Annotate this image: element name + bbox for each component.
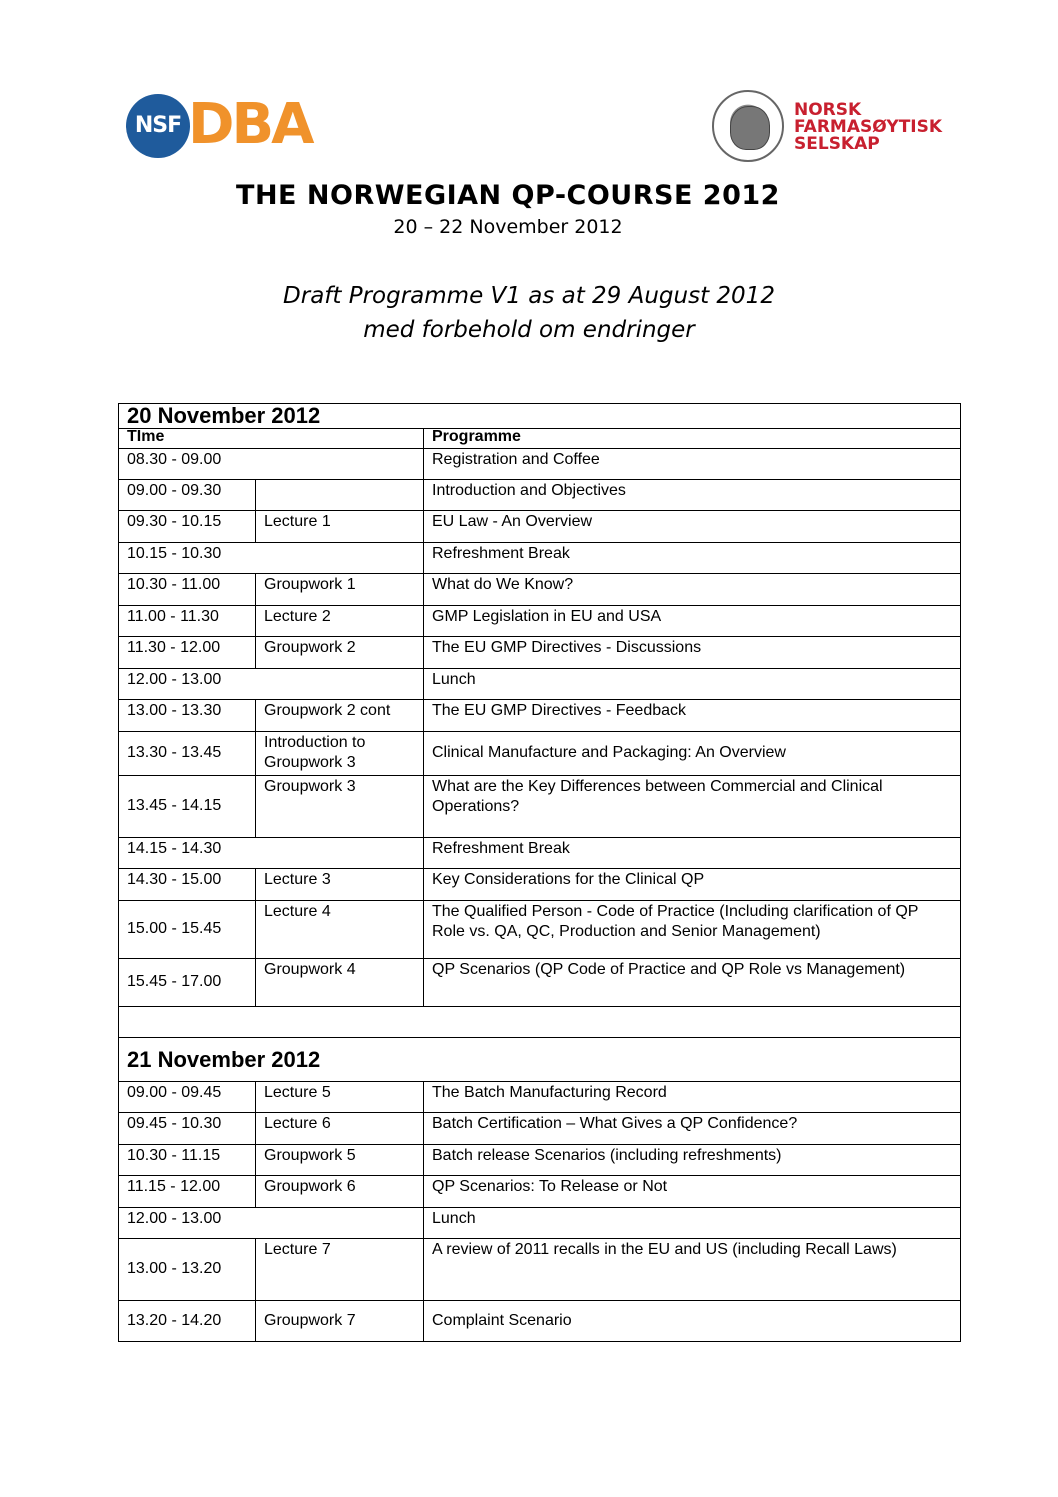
table-row xyxy=(119,700,961,732)
programme-cell: Lunch xyxy=(424,669,961,700)
programme-cell: A review of 2011 recalls in the EU and US (including Recall Laws) xyxy=(424,1239,961,1301)
table-row xyxy=(119,1301,961,1342)
table-row xyxy=(119,1176,961,1208)
table-row xyxy=(119,1082,961,1113)
programme-cell: What do We Know? xyxy=(424,574,961,606)
table-row xyxy=(119,1208,961,1239)
session-type-cell xyxy=(256,480,424,511)
time-cell: 09.00 - 09.30 xyxy=(119,480,256,511)
session-type-cell: Groupwork 7 xyxy=(256,1301,424,1342)
programme-table xyxy=(118,403,961,1342)
programme-cell: What are the Key Differences between Commercial and Clinical Operations? xyxy=(424,776,961,838)
table-row xyxy=(119,776,961,838)
day1-heading: 20 November 2012 xyxy=(119,404,961,429)
spacer-row xyxy=(119,1007,961,1038)
time-cell: 13.00 - 13.30 xyxy=(119,700,256,732)
table-row xyxy=(119,1113,961,1145)
session-type-cell: Lecture 4 xyxy=(256,901,424,959)
programme-cell: QP Scenarios (QP Code of Practice and QP Role vs Management) xyxy=(424,959,961,1007)
time-cell: 14.15 - 14.30 xyxy=(119,838,424,869)
session-type-cell: Lecture 5 xyxy=(256,1082,424,1113)
column-header-programme: Programme xyxy=(424,429,961,449)
logo-line-norsk: NORSK xyxy=(794,100,862,120)
nsf-dba-logo xyxy=(126,94,326,160)
session-type-cell: Groupwork 6 xyxy=(256,1176,424,1208)
time-cell: 15.45 - 17.00 xyxy=(119,959,256,1007)
nsf-logo-mark: NSF xyxy=(126,94,190,158)
logo-line-selskap: SELSKAP xyxy=(794,134,880,154)
table-row xyxy=(119,574,961,606)
time-cell: 13.45 - 14.15 xyxy=(119,776,256,838)
time-cell: 13.00 - 13.20 xyxy=(119,1239,256,1301)
session-type-cell: Groupwork 1 xyxy=(256,574,424,606)
programme-cell: The Batch Manufacturing Record xyxy=(424,1082,961,1113)
column-header-row xyxy=(119,429,961,449)
programme-cell: The EU GMP Directives - Feedback xyxy=(424,700,961,732)
table-row xyxy=(119,480,961,511)
session-type-cell: Lecture 3 xyxy=(256,869,424,901)
table-row xyxy=(119,1145,961,1176)
time-cell: 10.15 - 10.30 xyxy=(119,543,424,574)
dba-logo-word: DBA xyxy=(188,92,312,157)
table-row xyxy=(119,869,961,901)
table-row xyxy=(119,959,961,1007)
time-cell: 13.30 - 13.45 xyxy=(119,732,256,776)
programme-cell: Clinical Manufacture and Packaging: An Overview xyxy=(424,732,961,776)
time-cell: 11.30 - 12.00 xyxy=(119,637,256,669)
draft-line-2: med forbehold om endringer xyxy=(363,317,695,343)
session-type-cell: Lecture 7 xyxy=(256,1239,424,1301)
programme-cell: Batch release Scenarios (including refreshments) xyxy=(424,1145,961,1176)
table-row xyxy=(119,511,961,543)
column-header-time: TIme xyxy=(119,429,424,449)
session-type-cell: Groupwork 2 xyxy=(256,637,424,669)
time-cell: 09.45 - 10.30 xyxy=(119,1113,256,1145)
session-type-cell: Lecture 1 xyxy=(256,511,424,543)
programme-cell: Batch Certification – What Gives a QP Confidence? xyxy=(424,1113,961,1145)
time-cell: 11.00 - 11.30 xyxy=(119,606,256,637)
society-seal-icon xyxy=(712,90,784,162)
programme-cell: Refreshment Break xyxy=(424,838,961,869)
table-row xyxy=(119,669,961,700)
norsk-farmasoytisk-selskap-logo xyxy=(712,90,942,166)
day1-heading-row xyxy=(119,404,961,429)
draft-note xyxy=(0,279,1058,347)
logo-line-farmasoytisk: FARMASØYTISK xyxy=(794,117,943,137)
time-cell: 08.30 - 09.00 xyxy=(119,449,424,480)
programme-cell: Registration and Coffee xyxy=(424,449,961,480)
programme-cell: The EU GMP Directives - Discussions xyxy=(424,637,961,669)
session-type-cell: Groupwork 4 xyxy=(256,959,424,1007)
session-type-cell: Introduction to Groupwork 3 xyxy=(256,732,424,776)
course-dates: 20 – 22 November 2012 xyxy=(393,216,623,238)
table-row xyxy=(119,1239,961,1301)
session-type-cell: Lecture 2 xyxy=(256,606,424,637)
table-row xyxy=(119,543,961,574)
programme-cell: Introduction and Objectives xyxy=(424,480,961,511)
time-cell: 14.30 - 15.00 xyxy=(119,869,256,901)
table-row xyxy=(119,606,961,637)
time-cell: 15.00 - 15.45 xyxy=(119,901,256,959)
table-row xyxy=(119,732,961,776)
session-type-cell: Lecture 6 xyxy=(256,1113,424,1145)
programme-cell: EU Law - An Overview xyxy=(424,511,961,543)
table-row xyxy=(119,838,961,869)
time-cell: 09.00 - 09.45 xyxy=(119,1082,256,1113)
time-cell: 13.20 - 14.20 xyxy=(119,1301,256,1342)
document-title: THE NORWEGIAN QP-COURSE 2012 xyxy=(236,180,780,211)
time-cell: 10.30 - 11.00 xyxy=(119,574,256,606)
time-cell: 12.00 - 13.00 xyxy=(119,1208,424,1239)
session-type-cell: Groupwork 3 xyxy=(256,776,424,838)
programme-cell: Lunch xyxy=(424,1208,961,1239)
table-row xyxy=(119,449,961,480)
programme-cell: QP Scenarios: To Release or Not xyxy=(424,1176,961,1208)
programme-cell: The Qualified Person - Code of Practice (Including clarification of QP Role vs. QA, QC, Production and Senior Management) xyxy=(424,901,961,959)
session-type-cell: Groupwork 2 cont xyxy=(256,700,424,732)
day2-heading: 21 November 2012 xyxy=(119,1038,961,1082)
programme-cell: Key Considerations for the Clinical QP xyxy=(424,869,961,901)
draft-line-1: Draft Programme V1 as at 29 August 2012 xyxy=(283,283,775,309)
programme-cell: GMP Legislation in EU and USA xyxy=(424,606,961,637)
table-row xyxy=(119,637,961,669)
day2-heading-row xyxy=(119,1038,961,1082)
time-cell: 11.15 - 12.00 xyxy=(119,1176,256,1208)
programme-cell: Refreshment Break xyxy=(424,543,961,574)
session-type-cell: Groupwork 5 xyxy=(256,1145,424,1176)
time-cell: 12.00 - 13.00 xyxy=(119,669,424,700)
time-cell: 09.30 - 10.15 xyxy=(119,511,256,543)
table-row xyxy=(119,901,961,959)
time-cell: 10.30 - 11.15 xyxy=(119,1145,256,1176)
programme-cell: Complaint Scenario xyxy=(424,1301,961,1342)
